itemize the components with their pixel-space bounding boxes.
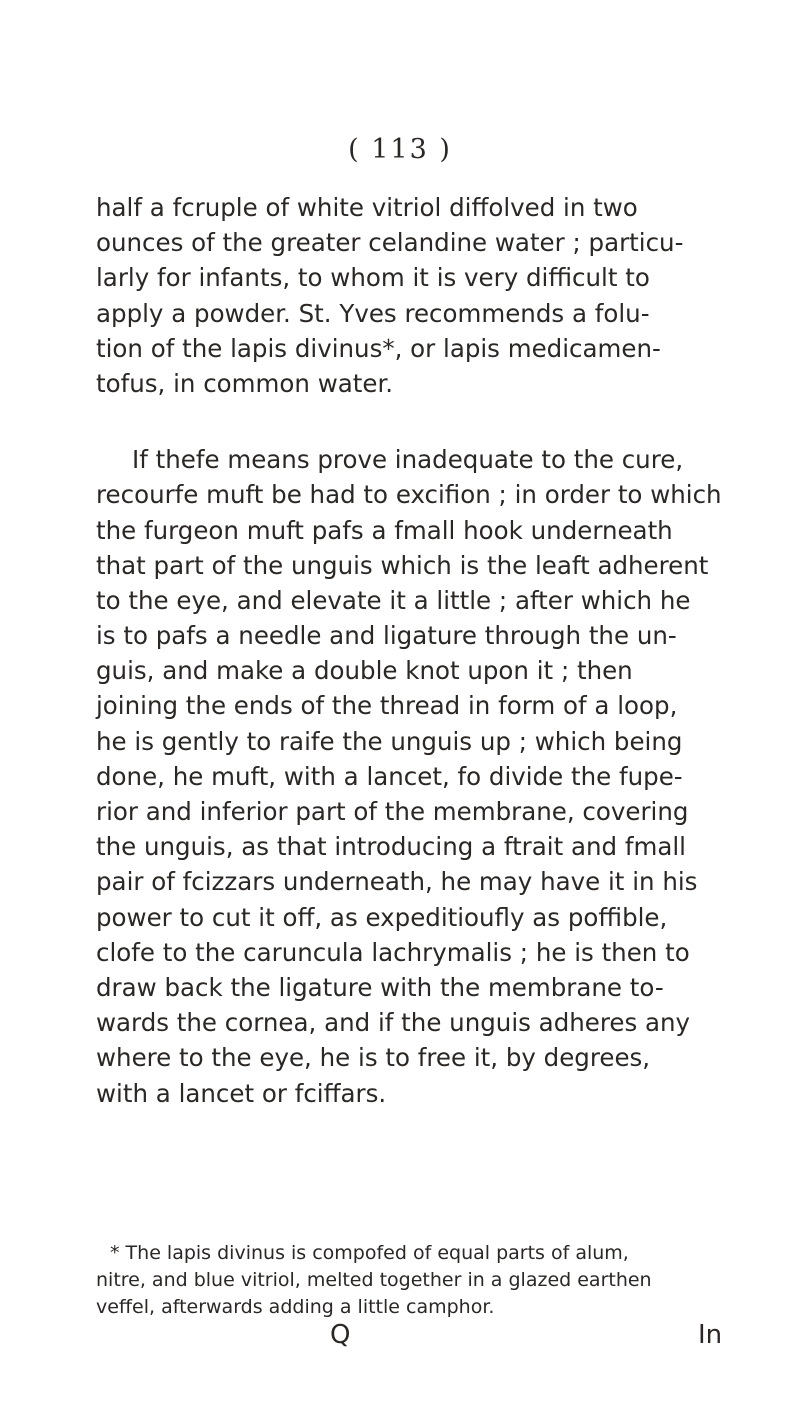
text-line: rior and inferior part of the membrane, covering	[96, 797, 689, 826]
text-line: that part of the unguis which is the leaft adherent	[96, 550, 709, 580]
text-line: recourfe muft be had to excifion ; in order to which	[96, 480, 722, 510]
text-line: with a lancet or fciffars.	[96, 1078, 387, 1108]
text-line: the furgeon muft pafs a fmall hook underneath	[96, 515, 673, 545]
text-line: ounces of the greater celandine water ; particu-	[96, 228, 684, 258]
paragraph-spacer	[96, 401, 736, 442]
signature-mark: Q	[330, 1320, 351, 1350]
text-line: draw back the ligature with the membrane to-	[96, 972, 664, 1002]
text-line: apply a powder. St. Yves recommends a folu-	[96, 298, 650, 328]
text-line: where to the eye, he is to free it, by degrees,	[96, 1043, 651, 1073]
text-line: tion of the lapis divinus*, or lapis medicamen-	[96, 333, 661, 363]
footnote-line: * The lapis divinus is compofed of equal parts of alum,	[110, 1242, 629, 1264]
text-line: half a fcruple of white vitriol diffolved in two	[96, 193, 638, 222]
text-line: If thefe means prove inadequate to the cure,	[132, 445, 684, 475]
text-line: to the eye, and elevate it a little ; after which he	[96, 585, 691, 615]
body-text	[96, 190, 736, 1111]
footnote	[96, 1240, 756, 1321]
paragraph	[96, 190, 736, 401]
text-line: wards the cornea, and if the unguis adheres any	[96, 1008, 691, 1038]
text-line: the unguis, as that introducing a ftrait and fmall	[96, 832, 686, 862]
catchword: In	[698, 1320, 723, 1350]
text-line: tofus, in common water.	[96, 368, 394, 398]
text-line: power to cut it off, as expeditioufly as poffible,	[96, 902, 668, 932]
footnote-line: nitre, and blue vitriol, melted together in a glazed earthen	[96, 1269, 652, 1291]
paragraph	[96, 442, 736, 1111]
text-line: done, he muft, with a lancet, fo divide the fupe-	[96, 761, 683, 791]
text-line: guis, and make a double knot upon it ; then	[96, 656, 633, 686]
text-line: larly for infants, to whom it is very difficult to	[96, 263, 650, 293]
text-line: he is gently to raife the unguis up ; which being	[96, 726, 683, 756]
page-number: ( 113 )	[348, 134, 452, 165]
footnote-line: veffel, afterwards adding a little camphor.	[96, 1296, 495, 1318]
text-line: clofe to the caruncula lachrymalis ; he is then to	[96, 937, 690, 967]
text-line: pair of fcizzars underneath, he may have it in his	[96, 867, 698, 897]
text-line: joining the ends of the thread in form of a loop,	[96, 691, 678, 721]
text-line: is to pafs a needle and ligature through the un-	[96, 621, 677, 651]
